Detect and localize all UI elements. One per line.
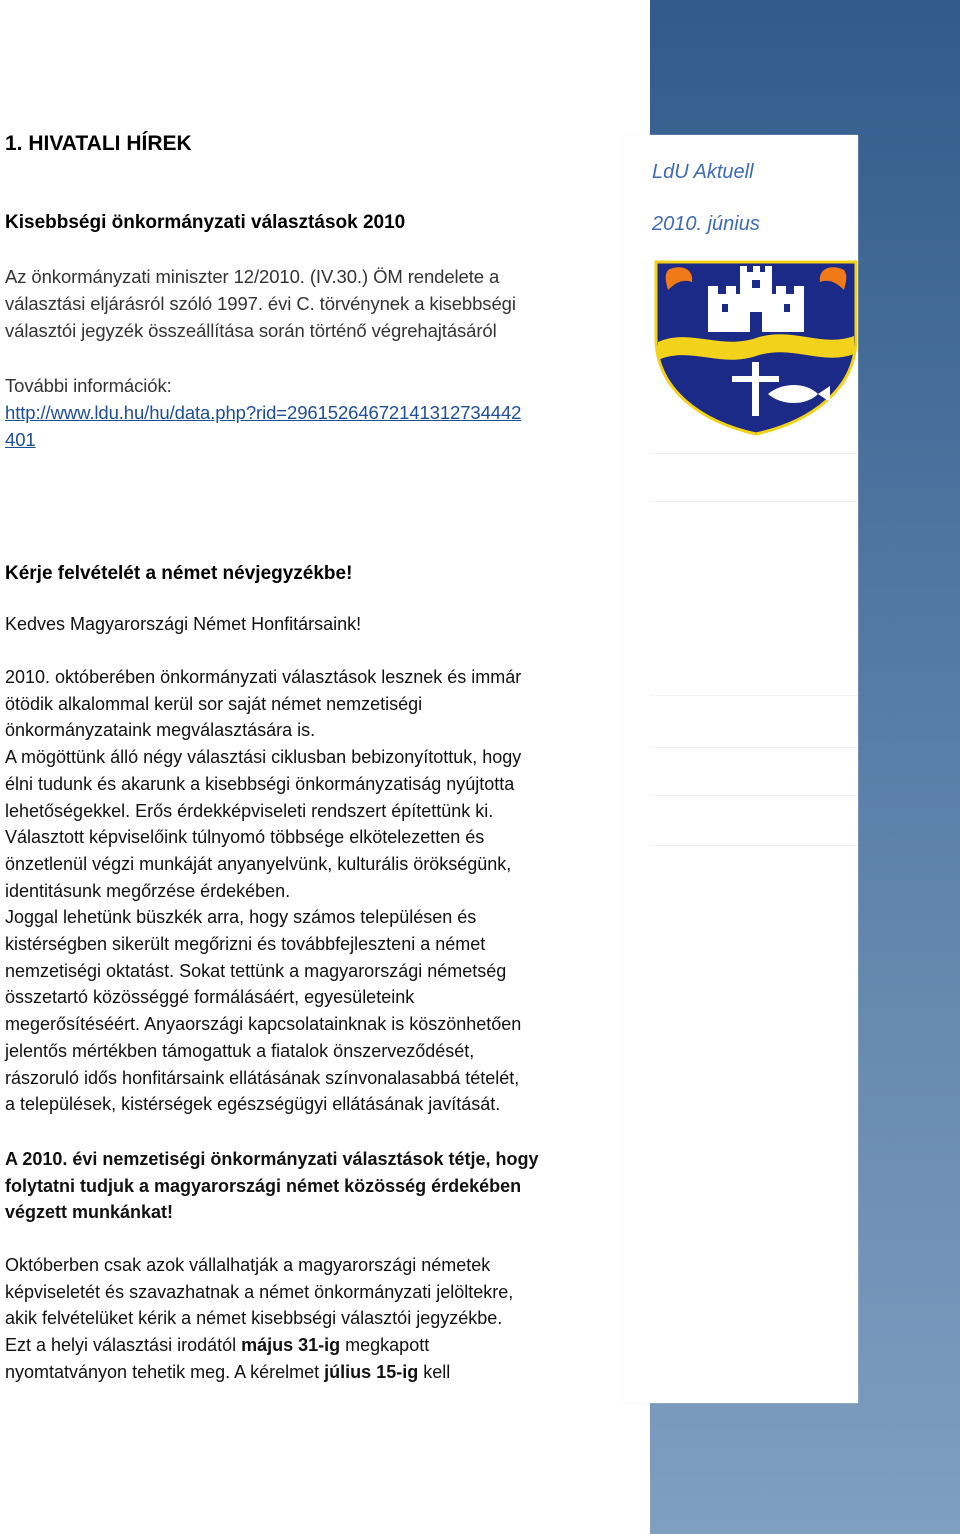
body-line: a települések, kistérségek egészségügyi ellátásának javítását. bbox=[5, 1094, 501, 1115]
bold-line: folytatni tudjuk a magyarországi német közösség érdekében bbox=[5, 1175, 522, 1196]
final-text: nyomtatványon tehetik meg. A kérelmet bbox=[5, 1361, 325, 1382]
body-line: összetartó közösséggé formálásáért, egyesületeink bbox=[5, 987, 415, 1008]
body-line: élni tudunk és akarunk a kisebbségi önkormányzatiság nyújtotta bbox=[5, 773, 515, 794]
divider bbox=[650, 845, 858, 846]
final-text: Ezt a helyi választási irodától bbox=[5, 1335, 242, 1356]
final-line bbox=[5, 1359, 513, 1386]
link-line[interactable]: http://www.ldu.hu/hu/data.php?rid=29615264672141312734442 bbox=[5, 402, 522, 423]
sidebar-card bbox=[622, 135, 858, 1403]
body-line: lehetőségekkel. Erős érdekképviseleti rendszert építettünk ki. bbox=[5, 800, 494, 821]
body-line: identitásunk megőrzése érdekében. bbox=[5, 880, 291, 901]
final-line: Októberben csak azok vállalhatják a magyarországi németek bbox=[5, 1255, 491, 1275]
final-text: kell bbox=[418, 1361, 451, 1382]
bold-line: A 2010. évi nemzetiségi önkormányzati választások tétje, hogy bbox=[5, 1149, 539, 1169]
coat-of-arms-logo bbox=[650, 258, 862, 436]
divider bbox=[650, 501, 858, 502]
final-paragraph bbox=[5, 1252, 513, 1386]
more-info-label: További információk: bbox=[5, 375, 172, 396]
link-line[interactable]: 401 bbox=[5, 429, 36, 450]
greeting: Kedves Magyarországi Német Honfitársaink! bbox=[5, 614, 362, 634]
body-line: jelentős mértékben támogattuk a fiatalok önszerveződését, bbox=[5, 1040, 475, 1061]
body-line: kistérségben sikerült megőrizni és továbbfejleszteni a német bbox=[5, 934, 486, 955]
article-title: Kérje felvételét a német névjegyzékbe! bbox=[5, 563, 353, 584]
body-line: ötödik alkalommal kerül sor saját német nemzetiségi bbox=[5, 693, 423, 714]
article-title: Kisebbségi önkormányzati választások 2010 bbox=[5, 212, 406, 233]
decree-line: választási eljárásról szóló 1997. évi C. törvénynek a kisebbségi bbox=[5, 293, 516, 314]
body-line: megerősítéséért. Anyaországi kapcsolatainknak is köszönhetően bbox=[5, 1014, 522, 1035]
newsletter-date: 2010. június bbox=[652, 213, 760, 235]
final-line bbox=[5, 1332, 513, 1359]
article-body bbox=[5, 664, 521, 1118]
final-line: képviseletét és szavazhatnak a német önkormányzati jelöltekre, bbox=[5, 1281, 514, 1302]
body-line: önkormányzataink megválasztására is. bbox=[5, 720, 316, 741]
divider bbox=[650, 747, 858, 748]
body-line: rászoruló idős honfitársaink ellátásának színvonalasabbá tételét, bbox=[5, 1067, 520, 1088]
decree-line: Az önkormányzati miniszter 12/2010. (IV.30.) ÖM rendelete a bbox=[5, 266, 500, 287]
body-line: A mögöttünk álló négy választási ciklusban bebizonyítottuk, hogy bbox=[5, 747, 522, 768]
final-line: akik felvételüket kérik a német kisebbségi választói jegyzékbe. bbox=[5, 1308, 503, 1329]
deadline-july: július 15-ig bbox=[324, 1361, 419, 1382]
section-heading: 1. HIVATALI HÍREK bbox=[5, 132, 192, 155]
final-text: megkapott bbox=[340, 1335, 430, 1356]
decree-line: választói jegyzék összeállítása során történő végrehajtásáról bbox=[5, 320, 497, 341]
body-line: Választott képviselőink túlnyomó többsége elkötelezetten és bbox=[5, 827, 485, 848]
more-info-link[interactable] bbox=[5, 399, 521, 453]
divider bbox=[650, 453, 858, 454]
divider bbox=[650, 695, 858, 696]
divider bbox=[650, 795, 858, 796]
body-line: Joggal lehetünk büszkék arra, hogy számos településen és bbox=[5, 907, 477, 928]
body-line: nemzetiségi oktatást. Sokat tettünk a magyarországi németség bbox=[5, 960, 507, 981]
newsletter-title: LdU Aktuell bbox=[652, 161, 754, 183]
bold-statement bbox=[5, 1146, 539, 1226]
deadline-may: május 31-ig bbox=[241, 1335, 341, 1356]
decree-text bbox=[5, 263, 516, 344]
body-line: 2010. októberében önkormányzati választások lesznek és immár bbox=[5, 667, 522, 687]
body-line: önzetlenül végzi munkáját anyanyelvünk, kulturális örökségünk, bbox=[5, 853, 512, 874]
bold-line: végzett munkánkat! bbox=[5, 1202, 174, 1223]
